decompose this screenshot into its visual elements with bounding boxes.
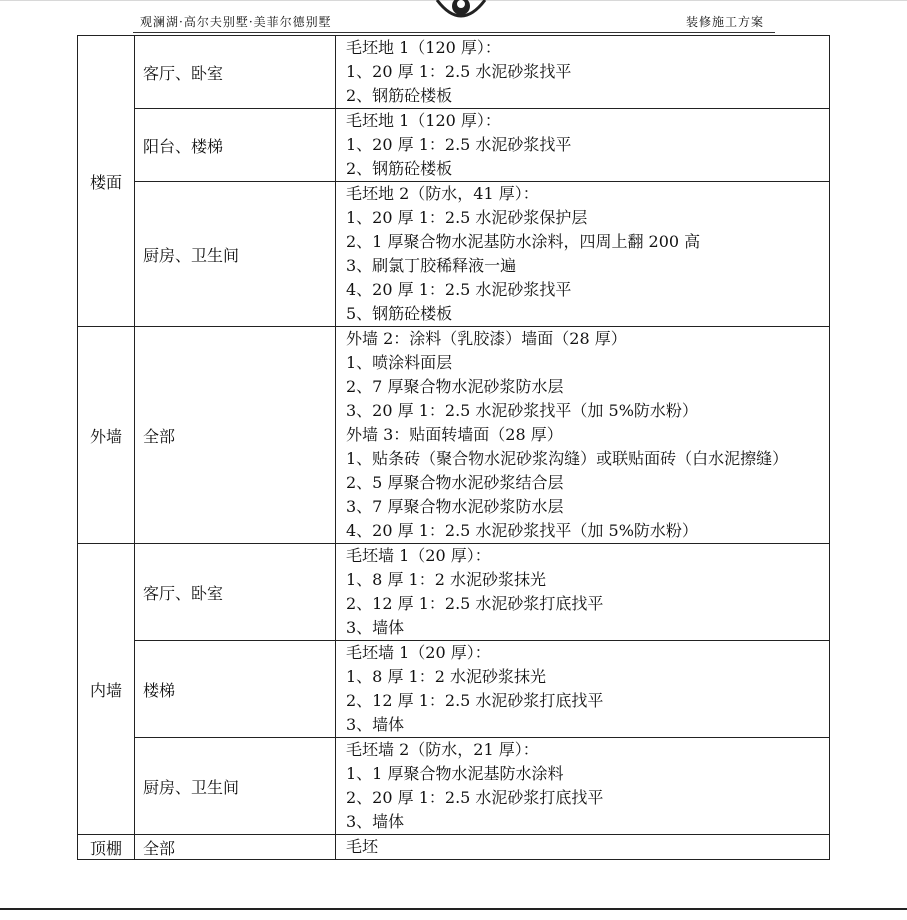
detail-line: 1、20 厚 1：2.5 水泥砂浆找平	[346, 62, 572, 81]
detail-line: 3、墙体	[346, 812, 405, 831]
detail-line: 3、墙体	[346, 715, 405, 734]
area-cell: 全部	[135, 327, 336, 544]
header-divider	[133, 32, 775, 33]
area-cell: 客厅、卧室	[135, 544, 336, 641]
area-cell: 厨房、卫生间	[135, 182, 336, 327]
detail-line: 5、钢筋砼楼板	[346, 304, 453, 323]
detail-line: 2、7 厚聚合物水泥砂浆防水层	[346, 377, 564, 396]
detail-line: 2、12 厚 1：2.5 水泥砂浆打底找平	[346, 594, 604, 613]
table-row	[78, 835, 830, 860]
table-row	[78, 109, 830, 182]
detail-line: 毛坯地 2（防水，41 厚）：	[346, 184, 539, 203]
company-logo-icon	[435, 0, 487, 22]
detail-cell	[336, 182, 830, 327]
footer-divider	[0, 908, 907, 910]
detail-line: 外墙 2：涂料（乳胶漆）墙面（28 厚）	[346, 329, 627, 348]
detail-cell	[336, 835, 830, 860]
table-row	[78, 738, 830, 835]
area-cell: 客厅、卧室	[135, 36, 336, 109]
table-row	[78, 182, 830, 327]
detail-line: 3、7 厚聚合物水泥砂浆防水层	[346, 497, 564, 516]
detail-line: 毛坯墙 1（20 厚）：	[346, 546, 491, 565]
detail-line: 1、1 厚聚合物水泥基防水涂料	[346, 764, 564, 783]
detail-line: 毛坯墙 2（防水，21 厚）：	[346, 740, 539, 759]
table-row	[78, 327, 830, 544]
detail-line: 3、刷氯丁胶稀释液一遍	[346, 256, 517, 275]
detail-line: 3、20 厚 1：2.5 水泥砂浆找平（加 5%防水粉）	[346, 401, 698, 420]
detail-cell	[336, 738, 830, 835]
detail-line: 2、钢筋砼楼板	[346, 159, 453, 178]
detail-cell	[336, 109, 830, 182]
detail-line: 4、20 厚 1：2.5 水泥砂浆找平	[346, 280, 572, 299]
detail-line: 1、喷涂料面层	[346, 353, 453, 372]
table-row	[78, 36, 830, 109]
header-project-name: 观澜湖·高尔夫别墅·美菲尔德别墅	[140, 15, 332, 29]
detail-line: 2、钢筋砼楼板	[346, 86, 453, 105]
detail-cell	[336, 641, 830, 738]
detail-line: 4、20 厚 1：2.5 水泥砂浆找平（加 5%防水粉）	[346, 521, 698, 540]
area-cell: 楼梯	[135, 641, 336, 738]
detail-line: 2、12 厚 1：2.5 水泥砂浆打底找平	[346, 691, 604, 710]
detail-line: 2、20 厚 1：2.5 水泥砂浆打底找平	[346, 788, 604, 807]
detail-line: 2、5 厚聚合物水泥砂浆结合层	[346, 473, 564, 492]
category-cell: 外墙	[78, 327, 135, 544]
construction-spec-table	[77, 35, 830, 860]
detail-line: 外墙 3：贴面转墙面（28 厚）	[346, 425, 563, 444]
detail-line: 1、8 厚 1：2 水泥砂浆抹光	[346, 570, 546, 589]
detail-cell	[336, 544, 830, 641]
table-row	[78, 544, 830, 641]
detail-line: 毛坯地 1（120 厚）：	[346, 38, 501, 57]
detail-line: 毛坯地 1（120 厚）：	[346, 111, 501, 130]
category-cell: 顶棚	[78, 835, 135, 860]
detail-cell	[336, 327, 830, 544]
area-cell: 全部	[135, 835, 336, 860]
detail-line: 1、贴条砖（聚合物水泥砂浆沟缝）或联贴面砖（白水泥擦缝）	[346, 449, 789, 468]
detail-line: 1、20 厚 1：2.5 水泥砂浆保护层	[346, 208, 588, 227]
category-cell: 内墙	[78, 544, 135, 835]
area-cell: 厨房、卫生间	[135, 738, 336, 835]
detail-line: 1、8 厚 1：2 水泥砂浆抹光	[346, 667, 546, 686]
category-cell: 楼面	[78, 36, 135, 327]
table-row	[78, 641, 830, 738]
detail-line: 1、20 厚 1：2.5 水泥砂浆找平	[346, 135, 572, 154]
detail-line: 毛坯墙 1（20 厚）：	[346, 643, 491, 662]
area-cell: 阳台、楼梯	[135, 109, 336, 182]
header-document-title: 装修施工方案	[686, 15, 765, 29]
detail-cell	[336, 36, 830, 109]
detail-line: 毛坯	[346, 837, 379, 856]
detail-line: 3、墙体	[346, 618, 405, 637]
detail-line: 2、1 厚聚合物水泥基防水涂料，四周上翻 200 高	[346, 232, 701, 251]
